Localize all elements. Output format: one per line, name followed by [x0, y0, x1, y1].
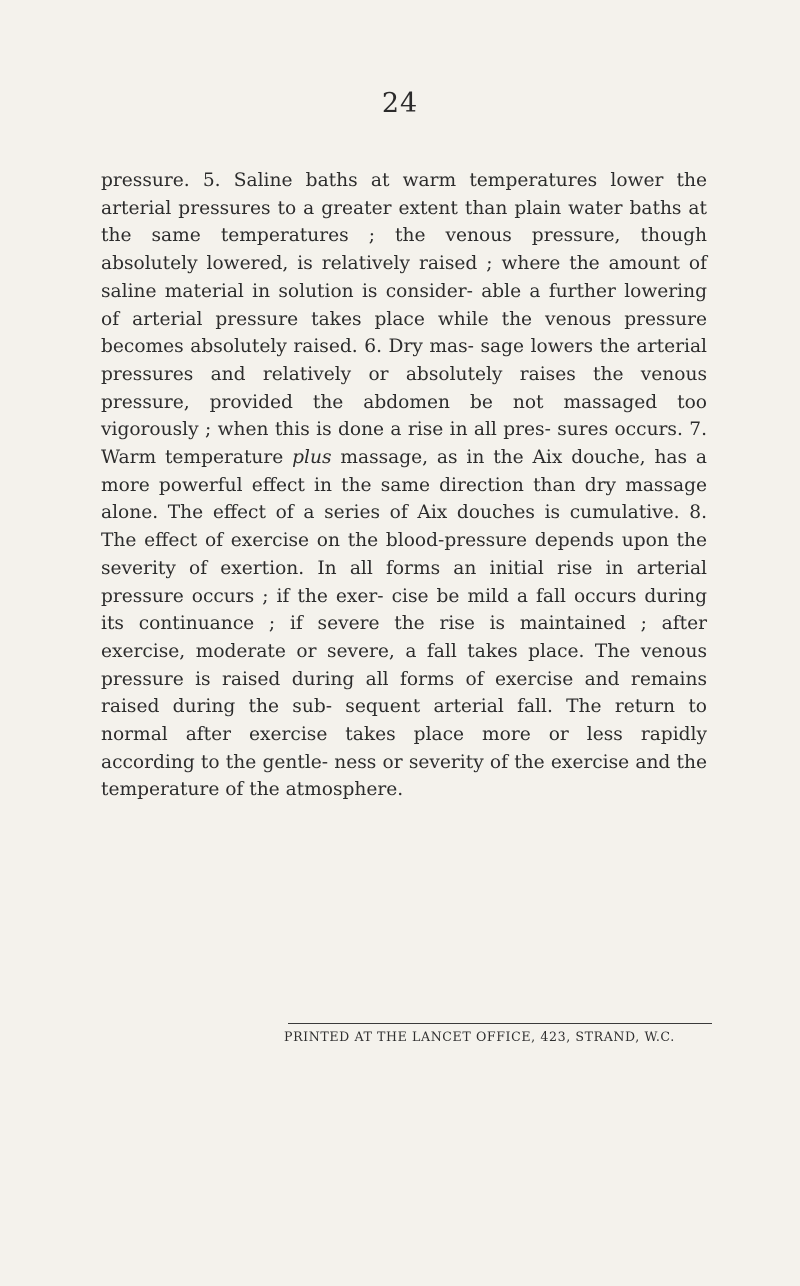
paragraph-text-part-1: pressure. 5. Saline baths at warm temperatures lower the arterial pressures to a greater extent than plain water baths at the same temperatures ; the venous pressure, though absolutely lowered, is relatively raised ; where the amount of saline material in solution is consider- able a further lowering of arterial pressure takes place while the venous pressure becomes absolutely raised. 6. Dry mas- sage lowers the arterial pressures and relatively or absolutely raises the venous pressure, provided the abdomen be not massaged too vigorously ; when this is done a rise in all pres- sures occurs. 7. Warm temperature [101, 170, 707, 469]
paragraph-text-part-2: massage, as in the Aix douche, has a more powerful effect in the same direction than dry massage alone. The effect of a series of Aix douches is cumulative. 8. The effect of exercise on the blood-pressure depends upon the severity of exertion. In all forms an initial rise in arterial pressure occurs ; if the exer- cise be mild a fall occurs during its continuance ; if severe the rise is maintained ; after exercise, moderate or severe, a fall takes place. The venous pressure is raised during all forms of exercise and remains raised during the sub- sequent arterial fall. The return to normal after exercise takes place more or less rapidly according to the gentle- ness or severity of the exercise and the temperature of the atmosphere. [101, 447, 707, 801]
page-number: 24 [381, 88, 419, 119]
italic-word-plus: plus [292, 447, 332, 469]
footer-rule [288, 1023, 712, 1024]
printer-imprint: PRINTED AT THE LANCET OFFICE, 423, STRAND, W.C. [284, 1029, 675, 1044]
body-paragraph [101, 167, 707, 804]
